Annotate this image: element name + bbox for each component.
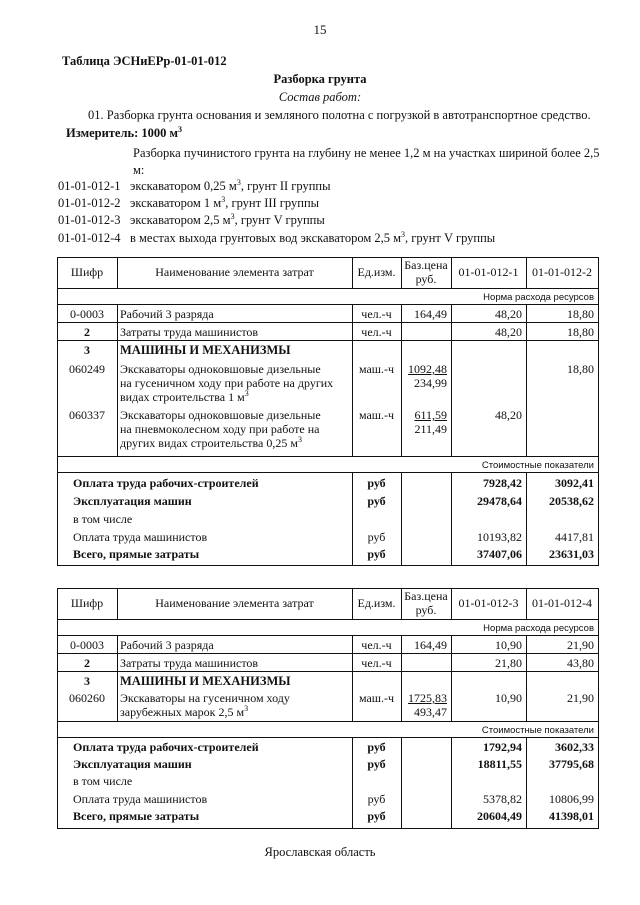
- section-heading: Разборка грунта: [273, 72, 367, 86]
- code-line: 01-01-012-1 экскаватором 0,25 $м^3$, грунт II группы: [58, 177, 331, 193]
- table-row: 060337: [69, 408, 105, 422]
- footer-region: Ярославская область: [264, 845, 376, 859]
- work-item: 01. Разборка грунта основания и земляного полотна с погрузкой в автотранспортное средство.: [88, 108, 591, 122]
- resource-table-1: Шифр Наименование элемента затрат Ед.изм. Баз.цена руб. 01-01-012-1 01-01-012-2 Норма расхода ресурсов 0-0003 Рабочий 3 разряда чел.-ч 164,49 48,20 18,80 2 Затраты труда машинистов чел.-ч 48,20 18,80 3 МАШИНЫ И МЕХАНИЗМЫ 060249 Экскаваторы одноковшовые дизельные на гусеничном ходу при работе на других видах строительства 1 $м^3$ маш.-ч 1092,48 234,99 18,80 060337 Экскаваторы одноковшовые дизельные на пневмоколесном ходу при работе на других видах строительства 0,25 $м^3$ маш.-ч 611,59 211,49 48,20 Стоимостные показатели Оплата труда рабочих-строителей руб 7928,42 3092,41 Эксплуатация машин руб 29478,64 20538,62 в том числе Оплата труда машинистов руб 10193,82 4417,81 Всего, прямые затраты руб 37407,06 23631,03: [57, 257, 599, 566]
- summary-row: Оплата труда машинистов: [73, 792, 208, 806]
- work-composition-heading: Состав работ:: [278, 90, 362, 104]
- header-price: Баз.цена: [404, 589, 448, 603]
- cost-label: Стоимостные показатели: [481, 725, 594, 736]
- resource-table-2: Шифр Наименование элемента затрат Ед.изм. Баз.цена руб. 01-01-012-3 01-01-012-4 Норма расхода ресурсов 0-0003 Рабочий 3 разряда чел.-ч 164,49 10,90 21,90 2 Затраты труда машинистов чел.-ч 21,80 43,80 3 МАШИНЫ И МЕХАНИЗМЫ 060260 Экскаваторы на гусеничном ходу зарубежных марок 2,5 $м^3$ маш.-ч 1725,83 493,47 10,90 21,90 Стоимостные показатели Оплата труда рабочих-строителей руб 1792,94 3602,33 Эксплуатация машин руб 18811,55 37795,68 в том числе Оплата труда машинистов руб 5378,82 10806,99 Всего, прямые затраты руб 20604,49 41398,01: [57, 588, 599, 829]
- summary-row: Оплата труда рабочих-строителей: [73, 476, 259, 490]
- work-description: Разборка пучинистого грунта на глубину не менее 1,2 м на участках шириной более 2,5 м:: [133, 146, 600, 177]
- code-line: 01-01-012-3 экскаватором 2,5 $м^3$, грунт V группы: [58, 211, 325, 227]
- summary-row: Всего, прямые затраты: [73, 809, 200, 823]
- header-name: Наименование элемента затрат: [155, 265, 314, 279]
- norm-label: Норма расхода ресурсов: [483, 292, 594, 303]
- header-col-b: 01-01-012-2: [532, 265, 592, 279]
- table-title: Таблица ЭСНиЕРр-01-01-012: [62, 54, 227, 68]
- summary-row: в том числе: [73, 512, 133, 526]
- table-row: 060260: [69, 691, 105, 705]
- header-price: Баз.цена: [404, 258, 448, 272]
- summary-row: Всего, прямые затраты: [73, 547, 200, 561]
- cost-label: Стоимостные показатели: [481, 460, 594, 471]
- measure-unit: [66, 126, 182, 141]
- measure-label: Измеритель: 1000 м: [66, 126, 179, 140]
- table-row: 3: [84, 674, 90, 688]
- table-row: 3: [84, 343, 90, 357]
- header-price-unit: руб.: [415, 272, 437, 286]
- header-col-a: 01-01-012-3: [458, 596, 519, 610]
- summary-row: Оплата труда машинистов: [73, 530, 208, 544]
- summary-row: Оплата труда рабочих-строителей: [73, 740, 259, 754]
- code-line: 01-01-012-4 в местах выхода грунтовых вод экскаватором 2,5 $м^3$, грунт V группы: [58, 229, 496, 245]
- header-col-b: 01-01-012-4: [532, 596, 592, 610]
- table-row: 2: [84, 325, 90, 339]
- header-unit: Ед.изм.: [357, 596, 396, 610]
- header-unit: Ед.изм.: [357, 265, 396, 279]
- norm-label: Норма расхода ресурсов: [483, 623, 594, 634]
- summary-row: Эксплуатация машин: [73, 494, 192, 508]
- header-code: Шифр: [70, 265, 104, 279]
- header-price-unit: руб.: [415, 603, 437, 617]
- summary-row: в том числе: [73, 774, 133, 788]
- summary-row: Эксплуатация машин: [73, 757, 192, 771]
- table-row: 0-0003: [70, 307, 104, 321]
- header-code: Шифр: [70, 596, 104, 610]
- table-row: 2: [84, 656, 90, 670]
- header-name: Наименование элемента затрат: [155, 596, 314, 610]
- table-row: 0-0003: [70, 638, 104, 652]
- table-row: 060249: [69, 362, 105, 376]
- page-number: 15: [313, 22, 327, 37]
- header-col-a: 01-01-012-1: [458, 265, 519, 279]
- measure-sup: 3: [178, 124, 183, 134]
- code-line: 01-01-012-2 экскаватором 1 $м^3$, грунт III группы: [58, 194, 320, 210]
